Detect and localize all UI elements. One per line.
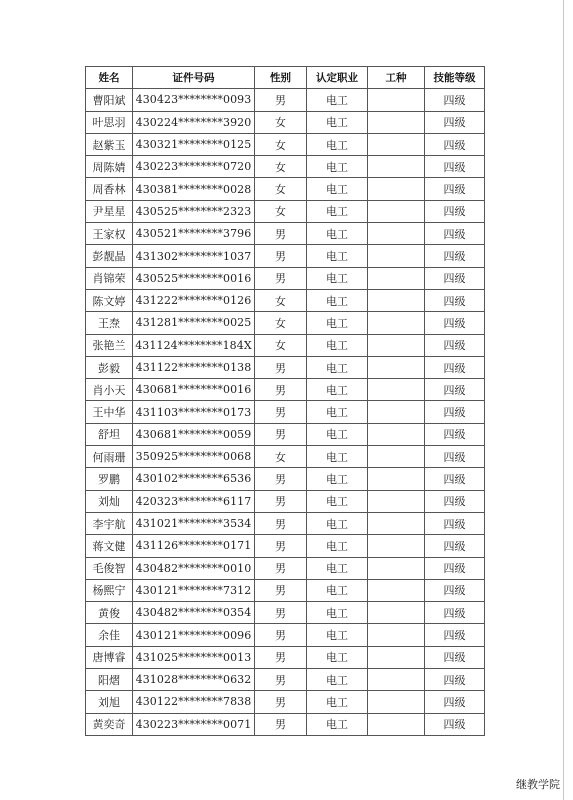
cell-name: 唐博睿 xyxy=(86,646,133,668)
cell-gender: 男 xyxy=(255,669,307,691)
cell-name: 肖小天 xyxy=(86,379,133,401)
cell-id-number: 430321********0125 xyxy=(133,133,255,155)
cell-occupation: 电工 xyxy=(307,334,368,356)
cell-job-type xyxy=(368,334,425,356)
cell-gender: 男 xyxy=(255,535,307,557)
cell-skill-level: 四级 xyxy=(425,334,485,356)
cell-id-number: 430122********7838 xyxy=(133,691,255,713)
cell-occupation: 电工 xyxy=(307,535,368,557)
cell-occupation: 电工 xyxy=(307,602,368,624)
cell-gender: 男 xyxy=(255,468,307,490)
cell-id-number: 430525********2323 xyxy=(133,200,255,222)
cell-name: 毛俊智 xyxy=(86,557,133,579)
cell-skill-level: 四级 xyxy=(425,267,485,289)
cell-skill-level: 四级 xyxy=(425,490,485,512)
cell-occupation: 电工 xyxy=(307,223,368,245)
cell-id-number: 431124********184X xyxy=(133,334,255,356)
cell-gender: 女 xyxy=(255,312,307,334)
cell-skill-level: 四级 xyxy=(425,133,485,155)
cell-name: 周香林 xyxy=(86,178,133,200)
cell-gender: 女 xyxy=(255,446,307,468)
cell-occupation: 电工 xyxy=(307,512,368,534)
cell-name: 舒坦 xyxy=(86,423,133,445)
cell-job-type xyxy=(368,200,425,222)
cell-job-type xyxy=(368,446,425,468)
cell-name: 李宇航 xyxy=(86,512,133,534)
table-row xyxy=(86,423,485,445)
cell-job-type xyxy=(368,133,425,155)
cell-occupation: 电工 xyxy=(307,289,368,311)
cell-id-number: 431126********0171 xyxy=(133,535,255,557)
cell-job-type xyxy=(368,646,425,668)
cell-skill-level: 四级 xyxy=(425,401,485,423)
cell-occupation: 电工 xyxy=(307,356,368,378)
cell-name: 陈文婷 xyxy=(86,289,133,311)
table-row xyxy=(86,133,485,155)
cell-id-number: 430381********0028 xyxy=(133,178,255,200)
cell-occupation: 电工 xyxy=(307,133,368,155)
cell-job-type xyxy=(368,490,425,512)
table-row xyxy=(86,89,485,111)
cell-name: 肖锦荣 xyxy=(86,267,133,289)
cell-id-number: 430121********0096 xyxy=(133,624,255,646)
cell-id-number: 430423********0093 xyxy=(133,89,255,111)
cell-name: 余佳 xyxy=(86,624,133,646)
table-row xyxy=(86,602,485,624)
table-row xyxy=(86,401,485,423)
cell-skill-level: 四级 xyxy=(425,312,485,334)
cell-id-number: 430681********0016 xyxy=(133,379,255,401)
cell-id-number: 431222********0126 xyxy=(133,289,255,311)
cell-job-type xyxy=(368,111,425,133)
cell-occupation: 电工 xyxy=(307,401,368,423)
cell-id-number: 430102********6536 xyxy=(133,468,255,490)
cell-job-type xyxy=(368,713,425,735)
cell-skill-level: 四级 xyxy=(425,178,485,200)
header-name: 姓名 xyxy=(86,67,133,89)
cell-gender: 女 xyxy=(255,133,307,155)
cell-name: 刘灿 xyxy=(86,490,133,512)
cell-job-type xyxy=(368,178,425,200)
cell-occupation: 电工 xyxy=(307,156,368,178)
cell-occupation: 电工 xyxy=(307,89,368,111)
cell-name: 叶思羽 xyxy=(86,111,133,133)
cell-skill-level: 四级 xyxy=(425,379,485,401)
table-row xyxy=(86,200,485,222)
table-row xyxy=(86,156,485,178)
cell-gender: 男 xyxy=(255,579,307,601)
cell-skill-level: 四级 xyxy=(425,669,485,691)
cell-name: 杨熙宁 xyxy=(86,579,133,601)
cell-skill-level: 四级 xyxy=(425,89,485,111)
cell-job-type xyxy=(368,512,425,534)
cell-occupation: 电工 xyxy=(307,557,368,579)
cell-id-number: 430521********3796 xyxy=(133,223,255,245)
cell-gender: 男 xyxy=(255,223,307,245)
cell-gender: 男 xyxy=(255,490,307,512)
cell-name: 曹阳斌 xyxy=(86,89,133,111)
cell-id-number: 430121********7312 xyxy=(133,579,255,601)
cell-skill-level: 四级 xyxy=(425,111,485,133)
cell-skill-level: 四级 xyxy=(425,624,485,646)
table-row xyxy=(86,535,485,557)
cell-job-type xyxy=(368,156,425,178)
cell-skill-level: 四级 xyxy=(425,602,485,624)
cell-gender: 男 xyxy=(255,691,307,713)
table-row xyxy=(86,267,485,289)
cell-job-type xyxy=(368,557,425,579)
cell-skill-level: 四级 xyxy=(425,691,485,713)
cell-name: 阳熠 xyxy=(86,669,133,691)
table-row xyxy=(86,713,485,735)
cell-gender: 男 xyxy=(255,713,307,735)
header-occupation: 认定职业 xyxy=(307,67,368,89)
cell-job-type xyxy=(368,468,425,490)
cell-name: 罗鹏 xyxy=(86,468,133,490)
cell-skill-level: 四级 xyxy=(425,646,485,668)
table-row xyxy=(86,490,485,512)
table-row xyxy=(86,446,485,468)
cell-name: 何雨珊 xyxy=(86,446,133,468)
cell-skill-level: 四级 xyxy=(425,156,485,178)
table-row xyxy=(86,379,485,401)
cell-id-number: 430223********0071 xyxy=(133,713,255,735)
cell-id-number: 431302********1037 xyxy=(133,245,255,267)
cell-job-type xyxy=(368,267,425,289)
cell-job-type xyxy=(368,669,425,691)
cell-occupation: 电工 xyxy=(307,490,368,512)
cell-gender: 女 xyxy=(255,178,307,200)
cell-skill-level: 四级 xyxy=(425,245,485,267)
table-row xyxy=(86,512,485,534)
cell-name: 王焘 xyxy=(86,312,133,334)
cell-gender: 男 xyxy=(255,557,307,579)
cell-name: 张艳兰 xyxy=(86,334,133,356)
cell-id-number: 430224********3920 xyxy=(133,111,255,133)
table-row xyxy=(86,691,485,713)
cell-skill-level: 四级 xyxy=(425,468,485,490)
cell-gender: 男 xyxy=(255,423,307,445)
cell-skill-level: 四级 xyxy=(425,535,485,557)
table-row xyxy=(86,245,485,267)
cell-gender: 女 xyxy=(255,289,307,311)
cell-id-number: 430681********0059 xyxy=(133,423,255,445)
cell-job-type xyxy=(368,379,425,401)
cell-occupation: 电工 xyxy=(307,669,368,691)
cell-occupation: 电工 xyxy=(307,200,368,222)
cell-job-type xyxy=(368,312,425,334)
cell-gender: 女 xyxy=(255,156,307,178)
cell-id-number: 430525********0016 xyxy=(133,267,255,289)
cell-occupation: 电工 xyxy=(307,624,368,646)
cell-job-type xyxy=(368,245,425,267)
cell-name: 王家权 xyxy=(86,223,133,245)
cell-id-number: 431103********0173 xyxy=(133,401,255,423)
cell-gender: 男 xyxy=(255,624,307,646)
cell-skill-level: 四级 xyxy=(425,713,485,735)
table-row xyxy=(86,356,485,378)
cell-id-number: 431281********0025 xyxy=(133,312,255,334)
cell-job-type xyxy=(368,289,425,311)
cell-id-number: 430482********0354 xyxy=(133,602,255,624)
cell-gender: 女 xyxy=(255,111,307,133)
header-job-type: 工种 xyxy=(368,67,425,89)
watermark-text: 继教学院 xyxy=(516,778,560,791)
page-edge-line xyxy=(563,0,564,800)
cell-job-type xyxy=(368,624,425,646)
cell-gender: 男 xyxy=(255,245,307,267)
table-row xyxy=(86,289,485,311)
cell-gender: 男 xyxy=(255,602,307,624)
table-row xyxy=(86,178,485,200)
cell-id-number: 350925********0068 xyxy=(133,446,255,468)
cell-name: 黄奕奇 xyxy=(86,713,133,735)
cell-name: 黄俊 xyxy=(86,602,133,624)
table-row xyxy=(86,111,485,133)
cell-occupation: 电工 xyxy=(307,111,368,133)
cell-name: 蒋文健 xyxy=(86,535,133,557)
cell-gender: 男 xyxy=(255,356,307,378)
cell-occupation: 电工 xyxy=(307,423,368,445)
cell-occupation: 电工 xyxy=(307,178,368,200)
cell-id-number: 431021********3534 xyxy=(133,512,255,534)
table-row xyxy=(86,646,485,668)
header-gender: 性别 xyxy=(255,67,307,89)
cell-name: 尹星星 xyxy=(86,200,133,222)
cell-gender: 男 xyxy=(255,267,307,289)
cell-occupation: 电工 xyxy=(307,267,368,289)
cell-id-number: 431025********0013 xyxy=(133,646,255,668)
cell-job-type xyxy=(368,691,425,713)
cell-id-number: 420323********6117 xyxy=(133,490,255,512)
cell-occupation: 电工 xyxy=(307,713,368,735)
table-row xyxy=(86,557,485,579)
header-id-number: 证件号码 xyxy=(133,67,255,89)
cell-skill-level: 四级 xyxy=(425,579,485,601)
table-row xyxy=(86,312,485,334)
cell-id-number: 431122********0138 xyxy=(133,356,255,378)
table-body xyxy=(86,89,485,736)
cell-job-type xyxy=(368,579,425,601)
cell-gender: 女 xyxy=(255,334,307,356)
cell-skill-level: 四级 xyxy=(425,423,485,445)
table-row xyxy=(86,468,485,490)
cell-name: 彭毅 xyxy=(86,356,133,378)
cell-gender: 男 xyxy=(255,379,307,401)
cell-id-number: 430482********0010 xyxy=(133,557,255,579)
cell-name: 刘旭 xyxy=(86,691,133,713)
cell-occupation: 电工 xyxy=(307,379,368,401)
cell-skill-level: 四级 xyxy=(425,356,485,378)
table-row xyxy=(86,579,485,601)
cell-job-type xyxy=(368,356,425,378)
cell-skill-level: 四级 xyxy=(425,512,485,534)
cell-skill-level: 四级 xyxy=(425,223,485,245)
cell-occupation: 电工 xyxy=(307,691,368,713)
cell-gender: 男 xyxy=(255,89,307,111)
cell-job-type xyxy=(368,602,425,624)
cell-occupation: 电工 xyxy=(307,468,368,490)
table-row xyxy=(86,669,485,691)
cell-job-type xyxy=(368,423,425,445)
header-skill-level: 技能等级 xyxy=(425,67,485,89)
cell-gender: 女 xyxy=(255,200,307,222)
cell-id-number: 431028********0632 xyxy=(133,669,255,691)
cell-occupation: 电工 xyxy=(307,245,368,267)
table-row xyxy=(86,334,485,356)
cell-occupation: 电工 xyxy=(307,312,368,334)
cell-job-type xyxy=(368,89,425,111)
cell-skill-level: 四级 xyxy=(425,557,485,579)
cell-name: 彭靓晶 xyxy=(86,245,133,267)
cell-skill-level: 四级 xyxy=(425,200,485,222)
cell-gender: 男 xyxy=(255,401,307,423)
cell-job-type xyxy=(368,535,425,557)
certification-table xyxy=(85,66,485,736)
cell-gender: 男 xyxy=(255,646,307,668)
cell-name: 周陈婧 xyxy=(86,156,133,178)
cell-skill-level: 四级 xyxy=(425,289,485,311)
cell-occupation: 电工 xyxy=(307,646,368,668)
cell-name: 王中华 xyxy=(86,401,133,423)
cell-occupation: 电工 xyxy=(307,446,368,468)
table-row xyxy=(86,223,485,245)
cell-occupation: 电工 xyxy=(307,579,368,601)
cell-job-type xyxy=(368,401,425,423)
cell-gender: 男 xyxy=(255,512,307,534)
cell-skill-level: 四级 xyxy=(425,446,485,468)
table-row xyxy=(86,624,485,646)
cell-name: 赵紫玉 xyxy=(86,133,133,155)
cell-id-number: 430223********0720 xyxy=(133,156,255,178)
cell-job-type xyxy=(368,223,425,245)
header-row xyxy=(86,67,485,89)
